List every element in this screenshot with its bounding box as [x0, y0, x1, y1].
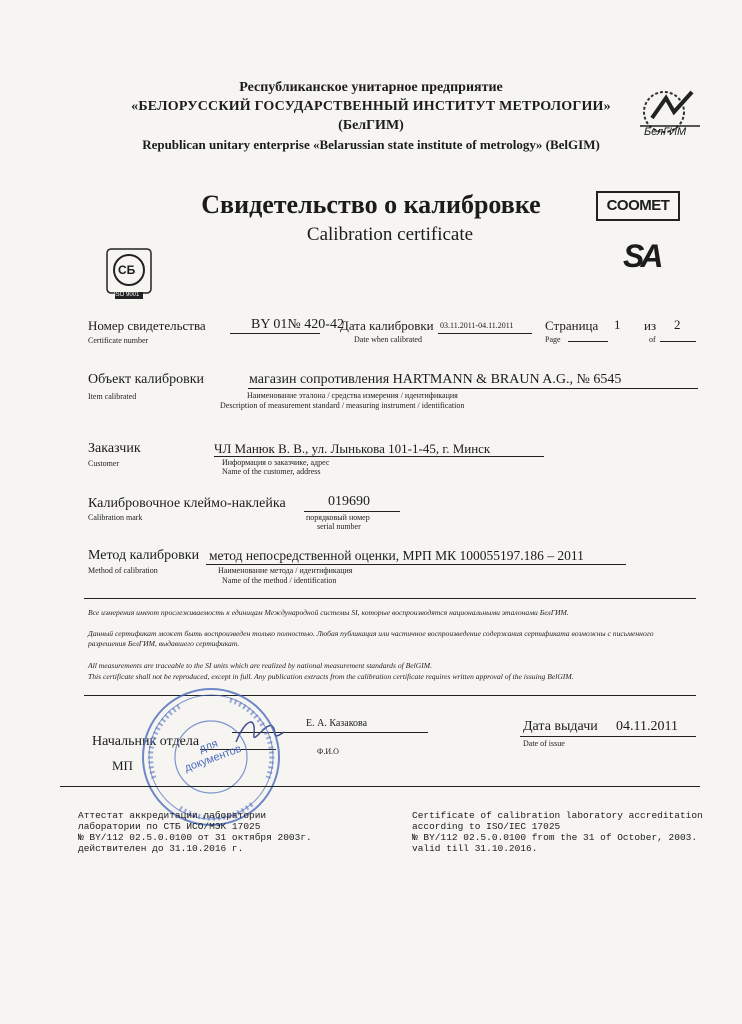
customer-value: ЧЛ Манюк В. В., ул. Лынькова 101-1-45, г. Минск — [214, 441, 491, 456]
accr-ru-3: № BY/112 02.5.0.0100 от 31 октября 2003г. — [78, 832, 312, 843]
customer-sub-en: Customer — [88, 459, 120, 468]
page-sub: Page — [545, 335, 561, 344]
accr-ru-4: действителен до 31.10.2016 г. — [78, 843, 244, 854]
accr-ru-1: Аттестат аккредитации лаборатории — [78, 810, 267, 821]
item-label: Объект калибровки — [88, 372, 205, 387]
accr-en-4: valid till 31.10.2016. — [412, 843, 538, 854]
round-stamp — [140, 686, 282, 828]
cert-number-sub: Certificate number — [88, 336, 149, 345]
title-en: Calibration certificate — [306, 224, 474, 245]
item-sub-en: Item calibrated — [88, 392, 137, 401]
issue-label: Дата выдачи — [523, 719, 598, 734]
coomet-logo-text: COOMET — [606, 197, 670, 214]
of-value: 2 — [674, 317, 681, 332]
note-ru-2: Данный сертификат может быть воспроизведен только полностью. Любая публикация или частичное воспроизведение содержания сертификата возможны с письменного разрешения БелГИМ, выдавшего сертификат. — [88, 629, 654, 648]
issue-value: 04.11.2011 — [616, 719, 678, 734]
cal-date-label: Дата калибровки — [340, 318, 434, 333]
org-line-1: Республиканское унитарное предприятие — [239, 80, 503, 95]
org-line-2: «БЕЛОРУССКИЙ ГОСУДАРСТВЕННЫЙ ИНСТИТУТ МЕТРОЛОГИИ» — [131, 99, 611, 114]
cal-date-sub: Date when calibrated — [354, 335, 422, 344]
mark-label: Калибровочное клеймо-наклейка — [88, 496, 286, 511]
mark-sub-ru: порядковый номер — [306, 513, 370, 522]
org-line-3: (БелГИМ) — [338, 118, 404, 133]
method-label: Метод калибровки — [88, 548, 200, 563]
customer-label: Заказчик — [88, 441, 141, 456]
method-sub-en: Method of calibration — [88, 566, 158, 575]
accr-en-2: according to ISO/IEC 17025 — [412, 821, 561, 832]
accr-en-3: № BY/112 02.5.0.0100 from the 31 of October, 2003. — [412, 832, 698, 843]
belgim-logo — [634, 88, 702, 142]
iso-badge — [106, 248, 154, 300]
iso-badge-text: ISO 9001 — [114, 292, 140, 298]
head-label: Начальник отдела — [92, 734, 200, 749]
of-sub: of — [649, 335, 656, 344]
stamp-text: для документов — [183, 737, 244, 775]
accr-en-1: Certificate of calibration laboratory accreditation — [412, 810, 703, 821]
page-label: Страница — [545, 318, 599, 333]
customer-sub-ru: Информация о заказчике, адрес — [222, 458, 330, 467]
accr-ru-2: лаборатории по СТБ ИСО/МЭК 17025 — [78, 821, 261, 832]
note-en-2: This certificate shall not be reproduced, except in full. Any publication extracts from the calibration certificate requires written approval of the issuing BelGIM. — [88, 672, 574, 681]
mark-value: 019690 — [328, 494, 370, 509]
cal-date-value: 03.11.2011-04.11.2011 — [440, 321, 514, 330]
org-line-en: Republican unitary enterprise «Belarussian state institute of metrology» (BelGIM) — [142, 137, 600, 152]
title-ru: Свидетельство о калибровке — [201, 190, 541, 219]
page-value: 1 — [614, 317, 621, 332]
coomet-logo — [596, 191, 680, 221]
sa-logo: SA — [623, 238, 660, 274]
item-value: магазин сопротивления HARTMANN & BRAUN A.G., № 6545 — [249, 372, 622, 387]
note-en-1: All measurements are traceable to the SI units which are realized by national measurement standards of BelGIM. — [88, 661, 432, 670]
method-sub-ru: Наименование метода / идентификация — [218, 566, 353, 575]
cert-number-label: Номер свидетельства — [88, 318, 206, 333]
issue-sub: Date of issue — [523, 739, 565, 748]
mark-sub-en: Calibration mark — [88, 513, 143, 522]
mark-sub-desc: serial number — [317, 522, 361, 531]
method-sub-desc: Name of the method / identification — [222, 576, 337, 585]
customer-sub-desc: Name of the customer, address — [222, 467, 321, 476]
seal-label: МП — [112, 758, 133, 773]
belgim-logo-text: БелГИМ — [644, 126, 687, 138]
method-value: метод непосредственной оценки, МРП МК 100055197.186 – 2011 — [209, 548, 584, 563]
cert-number-value: BY 01№ 420-42 — [251, 317, 344, 332]
iso-badge-glyph: СБ — [118, 263, 136, 277]
fio-label: Ф.И.О — [317, 747, 339, 756]
of-label: из — [644, 318, 657, 333]
note-ru-1: Все измерения имеют прослеживаемость к единицам Международной системы SI, которые воспроизводятся национальными эталонами БелГИМ. — [88, 608, 569, 617]
head-name: Е. А. Казакова — [306, 718, 368, 729]
item-sub-ru: Наименование эталона / средства измерения / идентификация — [247, 391, 458, 400]
item-sub-desc: Description of measurement standard / measuring instrument / identification — [220, 401, 465, 410]
